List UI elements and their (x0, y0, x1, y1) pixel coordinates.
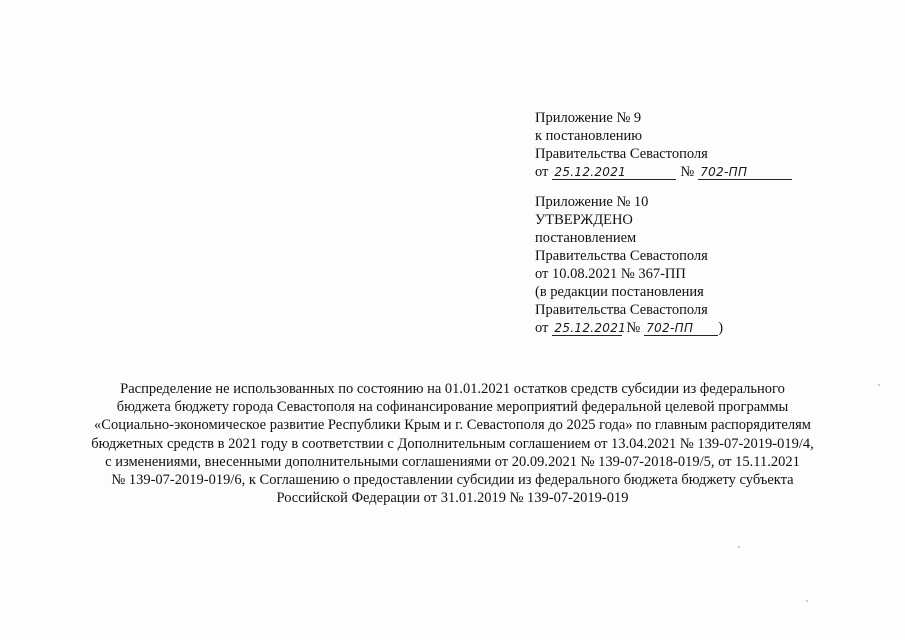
appendix-10-closing-paren: ) (718, 320, 724, 336)
scan-speck (878, 384, 880, 386)
appendix-10-line-3: постановлением (535, 230, 637, 246)
appendix-9-header (535, 109, 792, 181)
appendix-10-handwritten-date: 25.12.2021 (554, 321, 627, 335)
appendix-10-line-5: от 10.08.2021 № 367-ПП (535, 266, 686, 282)
appendix-10-title: Приложение № 10 (535, 194, 649, 210)
appendix-9-line-2: к постановлению (535, 128, 643, 144)
document-title-line-7: Российской Федерации от 31.01.2019 № 139-07-2019-019 (276, 490, 629, 507)
appendix-9-title: Приложение № 9 (535, 110, 642, 126)
scan-speck (806, 600, 808, 602)
appendix-10-line-4: Правительства Севастополя (535, 248, 708, 264)
document-title-line-6: № 139-07-2019-019/6, к Соглашению о предоставлении субсидии из федерального бюджета бюджету субъекта (111, 472, 794, 489)
appendix-10-number-label: № (626, 320, 641, 336)
scan-speck (738, 546, 740, 548)
document-title-line-5: с изменениями, внесенными дополнительными соглашениями от 20.09.2021 № 139-07-2018-019/5, от 15.11.2021 (105, 453, 800, 470)
document-title-line-2: бюджета бюджету города Севастополя на софинансирование мероприятий федеральной целевой программы (116, 399, 789, 416)
document-title (40, 380, 865, 507)
document-title-line-1: Распределение не использованных по состоянию на 01.01.2021 остатков средств субсидии из федерального (120, 381, 785, 397)
appendix-10-line-7: Правительства Севастополя (535, 302, 708, 318)
appendix-9-line-3: Правительства Севастополя (535, 146, 708, 162)
appendix-9-from-label: от (535, 164, 549, 180)
appendix-10-header (535, 193, 723, 337)
appendix-10-from-label: от (535, 320, 549, 336)
appendix-9-date-line (535, 163, 792, 181)
appendix-10-date-line (535, 319, 723, 337)
appendix-9-number-label: № (680, 164, 695, 180)
appendix-9-handwritten-number: 702-ПП (698, 165, 792, 180)
document-title-line-3: «Социально-экономическое развитие Республики Крым и г. Севастополя до 2025 года» по главным распорядителям (94, 417, 811, 434)
appendix-10-handwritten-number: 702-ПП (644, 321, 718, 336)
document-title-line-4: бюджетных средств в 2021 году в соответствии с Дополнительным соглашением от 13.04.2021 № 139-07-2019-019/4, (91, 435, 814, 452)
appendix-10-approved: УТВЕРЖДЕНО (535, 212, 633, 228)
appendix-9-handwritten-date: 25.12.2021 (552, 165, 676, 180)
appendix-10-line-6: (в редакции постановления (535, 284, 704, 300)
